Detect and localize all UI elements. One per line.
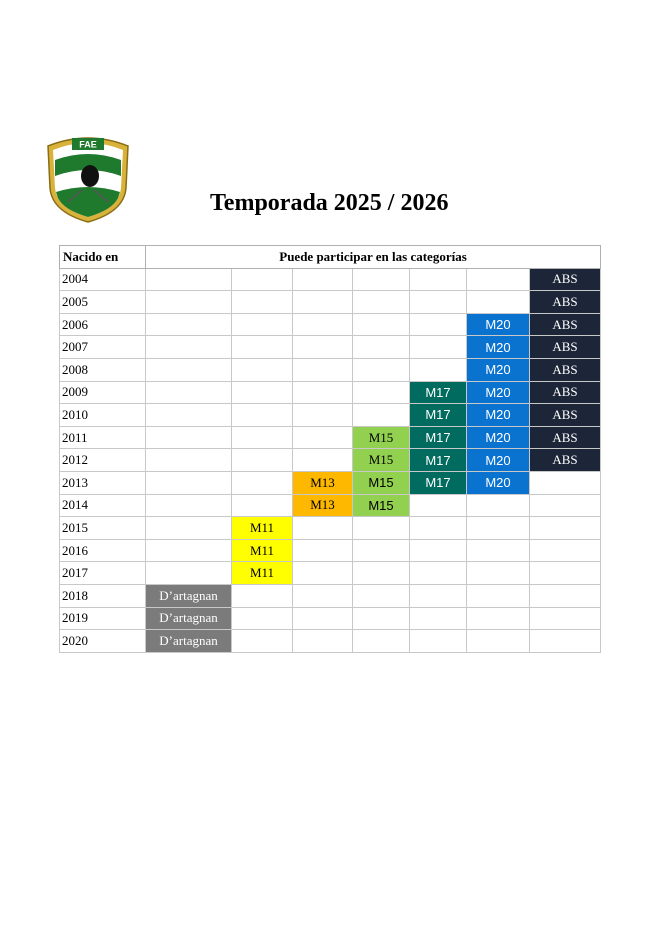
empty-cell — [232, 291, 293, 314]
empty-cell — [410, 517, 467, 540]
category-cell: M17 — [410, 449, 467, 472]
empty-cell — [530, 471, 601, 494]
empty-cell — [146, 562, 232, 585]
empty-cell — [467, 494, 530, 517]
empty-cell — [353, 584, 410, 607]
empty-cell — [232, 336, 293, 359]
birth-year: 2020 — [60, 630, 146, 653]
table-row — [60, 358, 601, 381]
empty-cell — [232, 471, 293, 494]
birth-year: 2019 — [60, 607, 146, 630]
empty-cell — [293, 630, 353, 653]
category-cell: M15 — [353, 426, 410, 449]
table-row — [60, 449, 601, 472]
empty-cell — [146, 494, 232, 517]
empty-cell — [410, 336, 467, 359]
empty-cell — [293, 562, 353, 585]
category-cell: M20 — [467, 381, 530, 404]
empty-cell — [353, 630, 410, 653]
empty-cell — [146, 381, 232, 404]
category-cell: M20 — [467, 471, 530, 494]
table-row — [60, 336, 601, 359]
birth-year: 2015 — [60, 517, 146, 540]
empty-cell — [467, 291, 530, 314]
table-row — [60, 562, 601, 585]
table-row — [60, 404, 601, 427]
empty-cell — [467, 539, 530, 562]
category-cell: M11 — [232, 562, 293, 585]
category-cell: M11 — [232, 517, 293, 540]
empty-cell — [410, 539, 467, 562]
category-cell: ABS — [530, 381, 601, 404]
table-row — [60, 471, 601, 494]
fae-logo — [42, 132, 134, 224]
table-row — [60, 494, 601, 517]
empty-cell — [232, 381, 293, 404]
empty-cell — [530, 517, 601, 540]
empty-cell — [530, 607, 601, 630]
empty-cell — [410, 630, 467, 653]
empty-cell — [293, 607, 353, 630]
empty-cell — [146, 426, 232, 449]
table-row — [60, 630, 601, 653]
empty-cell — [410, 584, 467, 607]
table-body — [60, 268, 601, 652]
birth-year: 2004 — [60, 268, 146, 291]
empty-cell — [232, 268, 293, 291]
category-cell: M15 — [353, 494, 410, 517]
empty-cell — [410, 562, 467, 585]
empty-cell — [146, 517, 232, 540]
category-cell: ABS — [530, 426, 601, 449]
empty-cell — [232, 426, 293, 449]
category-cell: ABS — [530, 449, 601, 472]
empty-cell — [293, 539, 353, 562]
empty-cell — [530, 494, 601, 517]
empty-cell — [232, 404, 293, 427]
empty-cell — [293, 291, 353, 314]
category-cell: M17 — [410, 381, 467, 404]
empty-cell — [530, 630, 601, 653]
empty-cell — [353, 607, 410, 630]
category-cell: M20 — [467, 449, 530, 472]
empty-cell — [410, 268, 467, 291]
empty-cell — [353, 381, 410, 404]
empty-cell — [353, 268, 410, 291]
empty-cell — [353, 313, 410, 336]
table-row — [60, 313, 601, 336]
table-row — [60, 268, 601, 291]
empty-cell — [293, 404, 353, 427]
empty-cell — [467, 607, 530, 630]
empty-cell — [146, 539, 232, 562]
birth-year: 2005 — [60, 291, 146, 314]
category-cell: M20 — [467, 358, 530, 381]
birth-year: 2012 — [60, 449, 146, 472]
category-cell: M13 — [293, 471, 353, 494]
table-row — [60, 517, 601, 540]
empty-cell — [410, 313, 467, 336]
category-table — [59, 245, 601, 653]
empty-cell — [410, 291, 467, 314]
empty-cell — [146, 336, 232, 359]
empty-cell — [467, 630, 530, 653]
table-row — [60, 426, 601, 449]
empty-cell — [353, 358, 410, 381]
empty-cell — [146, 471, 232, 494]
empty-cell — [353, 562, 410, 585]
empty-cell — [146, 404, 232, 427]
table-row — [60, 381, 601, 404]
table-row — [60, 584, 601, 607]
empty-cell — [353, 539, 410, 562]
empty-cell — [410, 494, 467, 517]
category-cell: M13 — [293, 494, 353, 517]
empty-cell — [410, 358, 467, 381]
birth-year: 2007 — [60, 336, 146, 359]
category-cell: M15 — [353, 471, 410, 494]
empty-cell — [232, 584, 293, 607]
birth-year: 2016 — [60, 539, 146, 562]
birth-year: 2008 — [60, 358, 146, 381]
empty-cell — [293, 381, 353, 404]
birth-year: 2017 — [60, 562, 146, 585]
table-row — [60, 539, 601, 562]
category-cell: D’artagnan — [146, 607, 232, 630]
birth-year: 2011 — [60, 426, 146, 449]
category-cell: M20 — [467, 313, 530, 336]
empty-cell — [232, 449, 293, 472]
category-cell: M17 — [410, 426, 467, 449]
empty-cell — [353, 291, 410, 314]
birth-year: 2009 — [60, 381, 146, 404]
empty-cell — [353, 336, 410, 359]
empty-cell — [530, 539, 601, 562]
category-cell: M17 — [410, 471, 467, 494]
category-cell: D’artagnan — [146, 630, 232, 653]
empty-cell — [232, 630, 293, 653]
empty-cell — [467, 562, 530, 585]
category-cell: M11 — [232, 539, 293, 562]
header-born-in: Nacido en — [60, 246, 146, 269]
empty-cell — [467, 268, 530, 291]
logo-text: FAE — [79, 139, 97, 150]
category-cell: ABS — [530, 313, 601, 336]
category-cell: M20 — [467, 336, 530, 359]
empty-cell — [293, 313, 353, 336]
empty-cell — [353, 517, 410, 540]
empty-cell — [293, 358, 353, 381]
empty-cell — [146, 291, 232, 314]
empty-cell — [293, 584, 353, 607]
empty-cell — [530, 562, 601, 585]
birth-year: 2014 — [60, 494, 146, 517]
birth-year: 2013 — [60, 471, 146, 494]
category-cell: ABS — [530, 336, 601, 359]
empty-cell — [146, 313, 232, 336]
empty-cell — [530, 584, 601, 607]
empty-cell — [232, 494, 293, 517]
category-cell: M20 — [467, 426, 530, 449]
empty-cell — [146, 358, 232, 381]
birth-year: 2010 — [60, 404, 146, 427]
empty-cell — [232, 358, 293, 381]
table-row — [60, 291, 601, 314]
empty-cell — [232, 313, 293, 336]
empty-cell — [293, 336, 353, 359]
category-cell: D’artagnan — [146, 584, 232, 607]
header-categories: Puede participar en las categorías — [146, 246, 601, 269]
empty-cell — [293, 517, 353, 540]
category-cell: M15 — [353, 449, 410, 472]
empty-cell — [293, 268, 353, 291]
category-cell: ABS — [530, 291, 601, 314]
category-cell: M17 — [410, 404, 467, 427]
category-cell: ABS — [530, 268, 601, 291]
empty-cell — [146, 268, 232, 291]
empty-cell — [467, 584, 530, 607]
empty-cell — [293, 449, 353, 472]
category-cell: M20 — [467, 404, 530, 427]
empty-cell — [232, 607, 293, 630]
table-row — [60, 607, 601, 630]
birth-year: 2006 — [60, 313, 146, 336]
empty-cell — [353, 404, 410, 427]
category-cell: ABS — [530, 358, 601, 381]
birth-year: 2018 — [60, 584, 146, 607]
empty-cell — [467, 517, 530, 540]
category-cell: ABS — [530, 404, 601, 427]
empty-cell — [410, 607, 467, 630]
table-header — [60, 246, 601, 269]
empty-cell — [146, 449, 232, 472]
empty-cell — [293, 426, 353, 449]
page-title: Temporada 2025 / 2026 — [210, 190, 449, 216]
